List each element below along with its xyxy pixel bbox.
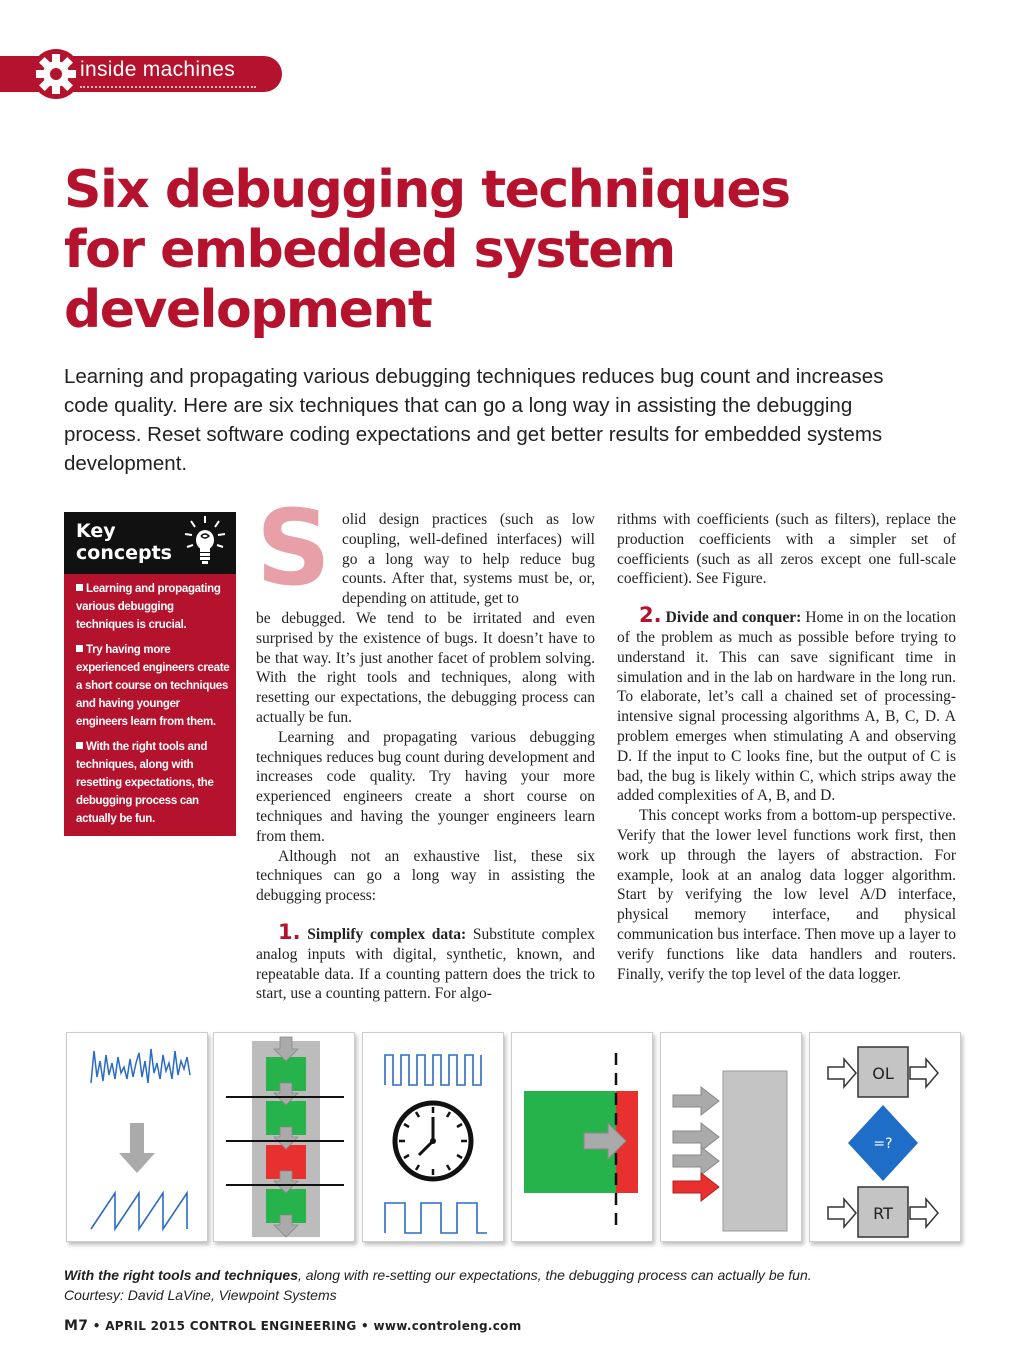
section-label: inside machines — [80, 58, 236, 81]
technique-1: 1. Simplify complex data: Substitute complex analog inputs with digital, synthetic, known, and repeatable data. If a counting pattern does the trick to start, use a counting pattern. For algo- — [256, 919, 595, 1003]
body-paragraph: olid design practices (such as low coupling, well-defined interfaces) will go a long way to help reduce bug counts. After that, systems must be, or, depending on attitude, get to — [342, 511, 595, 608]
magazine-url: www.controleng.com — [373, 1319, 522, 1333]
figure-panel-inputs — [660, 1032, 802, 1242]
figure-panel-compare — [809, 1032, 961, 1242]
key-concept-item: Learning and propagating various debugging techniques is crucial. — [76, 583, 221, 631]
figure-credit: Courtesy: David LaVine, Viewpoint Systems — [64, 1287, 337, 1303]
body-col1-intro — [342, 510, 595, 609]
title-line: Six debugging techniques — [64, 160, 790, 220]
technique-2: 2. Divide and conquer: Home in on the location of the problem as much as possible before trying to understand it. This can save significant time in simulation and in the lab on hardware in the long run. To elaborate, let’s call a chained set of processing-intensive signal processing algorithms A, B, C, D. A problem emerges when stimulating A and observing D. If the input to C looks fine, but the output of C is bad, the bug is likely within C, which strips away the added complexities of A, B, and D. — [617, 603, 956, 805]
figure-panel-simplify — [66, 1032, 208, 1242]
label-compare: =? — [873, 1136, 893, 1152]
body-paragraph: This concept works from a bottom-up perspective. Verify that the lower level functions work first, then work up through the layers of abstraction. For example, look at an analog data logger algorithm. Start by verifying the low level A/D interface, physical memory interface, and physical communication bus interface. Then move up a layer to verify functions like data handlers and routers. Finally, verify the top level of the data logger. — [617, 807, 956, 983]
body-paragraph: Learning and propagating various debugging techniques reduces bug count during development and increases code quality. Try having your more experienced engineers create a short course on techniques and having the younger engineers learn from them. — [256, 728, 595, 845]
caption-bold: With the right tools and techniques — [64, 1267, 298, 1283]
body-col1 — [256, 609, 595, 1004]
label-ol: OL — [872, 1064, 894, 1083]
key-concepts-title-line: concepts — [76, 542, 172, 564]
caption-text: , along with re-setting our expectations, the debugging process can actually be fun. — [297, 1267, 812, 1283]
magazine-name: CONTROL ENGINEERING — [189, 1319, 357, 1333]
body-paragraph: be debugged. We tend to be irritated and even surprised by the existence of bugs. It doesn’t have to be that way. It’s just another facet of problem solving. With the right tools and techniques, along with resetting our expectations, the debugging process can actually be fun. — [256, 610, 595, 726]
page-number: M7 — [64, 1318, 89, 1334]
lightbulb-icon — [182, 514, 228, 570]
section-underline — [80, 86, 256, 88]
key-concepts-title-line: Key — [76, 520, 116, 542]
body-paragraph: rithms with coefficients (such as filters), replace the production coefficients with a simpler set of coefficients (such as all zeros except one full-scale coefficient). See Figure. — [617, 511, 956, 588]
article-deck: Learning and propagating various debugging techniques reduces bug count and increases code quality. Here are six techniques that can go a long way in assisting the debugging process. Reset software coding expectations and get better results for embedded systems development. — [64, 365, 884, 475]
title-line: for embedded system — [64, 220, 675, 280]
page-footer: M7 • APRIL 2015 CONTROL ENGINEERING • www.controleng.com — [64, 1318, 522, 1334]
title-line: development — [64, 280, 432, 340]
body-paragraph: Although not an exhaustive list, these six techniques can go a long way in assisting the debugging process: — [256, 847, 595, 905]
figure-panel-timing — [362, 1032, 504, 1242]
drop-cap: S — [256, 487, 331, 609]
article-title — [64, 160, 964, 340]
key-concept-item: With the right tools and techniques, along with resetting expectations, the debugging process can actually be fun. — [76, 741, 214, 825]
figure-panel-divide — [213, 1032, 355, 1242]
label-rt: RT — [873, 1204, 893, 1223]
figure-caption — [64, 1265, 964, 1305]
issue-date: APRIL 2015 — [105, 1319, 186, 1333]
figure-panel-boundary — [511, 1032, 653, 1242]
body-col2 — [617, 510, 956, 984]
gear-icon — [30, 48, 82, 100]
key-concept-item: Try having more experienced engineers create a short course on techniques and having younger engineers learn from them. — [76, 644, 230, 728]
key-concepts-title — [76, 520, 172, 564]
